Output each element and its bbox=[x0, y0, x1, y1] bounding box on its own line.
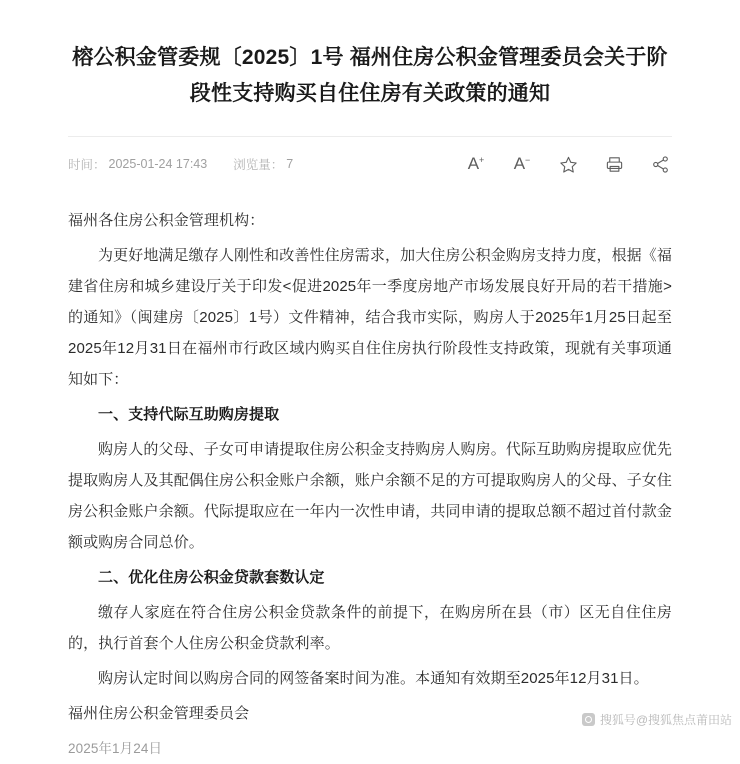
article-page bbox=[0, 14, 740, 757]
signature-date: 2025年1月24日 bbox=[68, 741, 163, 757]
font-decrease-label: A bbox=[513, 154, 526, 174]
paragraph-1: 为更好地满足缴存人刚性和改善性住房需求，加大住房公积金购房支持力度，根据《福建省住房和城乡建设厅关于印发<促进2025年一季度房地产市场发展良好开局的若干措施>的通知》（闽建房〔2025〕1号）文件精神，结合我市实际，购房人于2025年1月25日起至2025年12月31日在福州市行政区域内购买自住住房执行阶段性支持政策，现就有关事项通知如下： bbox=[68, 247, 672, 389]
paragraph-0: 福州各住房公积金管理机构： bbox=[68, 212, 265, 230]
view-count-value: 7 bbox=[286, 157, 294, 172]
star-icon bbox=[559, 155, 578, 174]
printer-icon bbox=[605, 155, 624, 174]
favorite-button[interactable] bbox=[556, 152, 580, 176]
paragraph-5: 缴存人家庭在符合住房公积金贷款条件的前提下，在购房所在县（市）区无自住住房的，执行首套个人住房公积金贷款利率。 bbox=[68, 604, 672, 653]
watermark-text: 搜狐号@搜狐焦点莆田站 bbox=[599, 713, 732, 728]
paragraph-3: 购房人的父母、子女可申请提取住房公积金支持购房人购房。代际互助购房提取应优先提取购房人及其配偶住房公积金账户余额，账户余额不足的方可提取购房人的父母、子女住房公积金账户余额。代际提取应在一年内一次性申请，共同申请的提取总额不超过首付款金额或购房合同总价。 bbox=[68, 441, 673, 552]
section-heading-1: 一、支持代际互助购房提取 bbox=[98, 406, 280, 424]
share-icon bbox=[651, 155, 670, 174]
font-decrease-sup: − bbox=[525, 155, 531, 166]
view-count-label: 浏览量： bbox=[233, 158, 284, 173]
article-meta-bar bbox=[68, 136, 672, 191]
page-title: 榕公积金管委规〔2025〕1号 福州住房公积金管理委员会关于阶段性支持购买自住住房有关政策的通知 bbox=[72, 46, 668, 106]
view-count bbox=[233, 155, 293, 173]
publish-time-label: 时间： bbox=[68, 158, 106, 173]
share-button[interactable] bbox=[648, 152, 672, 176]
publish-time-value: 2025-01-24 17:43 bbox=[108, 157, 208, 172]
article-body bbox=[68, 205, 672, 764]
article-meta-info bbox=[68, 155, 293, 173]
article-toolbar bbox=[464, 152, 672, 176]
font-increase-label: A bbox=[467, 154, 480, 174]
font-increase-sup: + bbox=[479, 155, 485, 166]
paragraph-6: 购房认定时间以购房合同的网签备案时间为准。本通知有效期至2025年12月31日。 bbox=[98, 670, 649, 688]
print-button[interactable] bbox=[602, 152, 626, 176]
signature: 福州住房公积金管理委员会 bbox=[68, 705, 250, 723]
section-heading-2: 二、优化住房公积金贷款套数认定 bbox=[98, 569, 325, 587]
font-increase-button[interactable] bbox=[464, 152, 488, 176]
font-decrease-button[interactable] bbox=[510, 152, 534, 176]
